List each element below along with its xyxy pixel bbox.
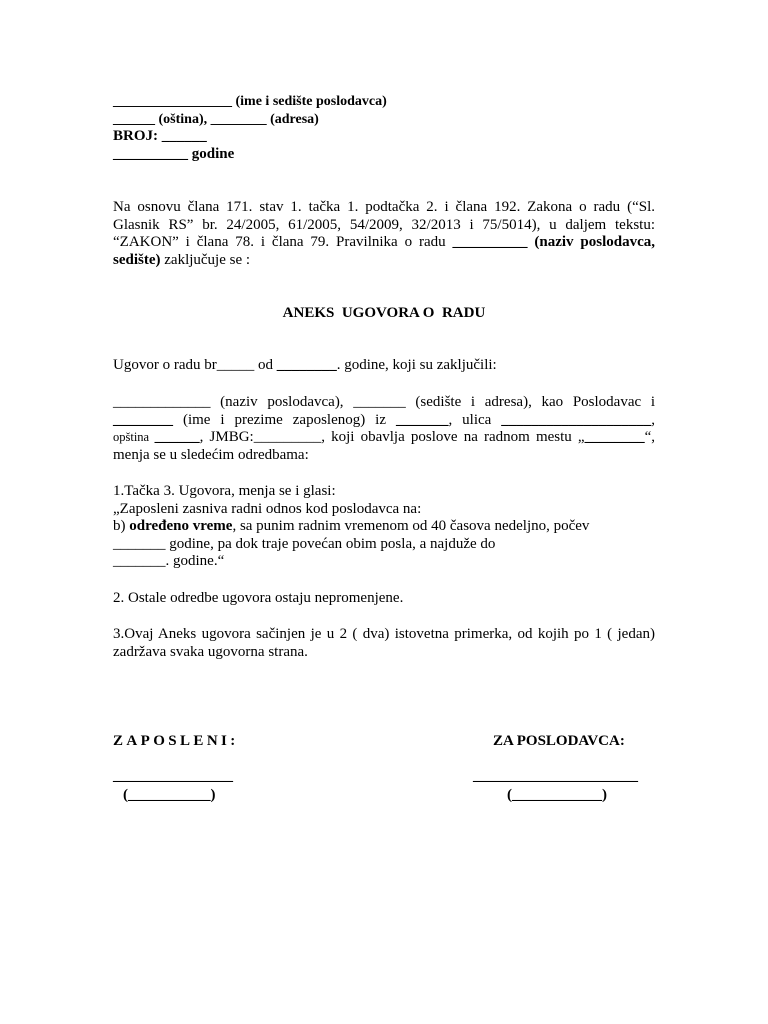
clause-1-item-marker: b): [113, 518, 130, 534]
employer-placeholder: __________ (naziv poslodavca,: [452, 234, 655, 250]
municipality-label: opština: [113, 430, 155, 444]
municipality-address-line: ______ (oština), ________ (adresa): [113, 111, 319, 127]
intro-line-1: Na osnovu člana 171. stav 1. tačka 1. podtačka 2. i člana 192. Zakona o radu (“Sl.: [113, 199, 655, 215]
seat-placeholder: sedište): [113, 251, 161, 268]
intro-conclude-text: zaključuje se :: [160, 251, 251, 268]
employer-signature-name: (____________): [507, 787, 607, 803]
clause-2-text: 2. Ostale odredbe ugovora ostaju nepromenjene.: [113, 590, 404, 606]
municipality-placeholder: ______: [154, 429, 200, 445]
amendment-clause-3: [113, 626, 655, 661]
parties-line-2-text: (ime i prezime zaposlenog) iz: [173, 411, 396, 428]
employee-name-placeholder: ________: [113, 411, 173, 428]
clause-1-line-2: „Zaposleni zasniva radni odnos kod poslodavca na:: [113, 500, 422, 517]
amendment-clause-1: [113, 483, 655, 571]
parties-line-3: [113, 429, 655, 447]
employee-signature-line: ________________: [113, 768, 233, 784]
comma: ,: [651, 411, 655, 428]
contract-ref-text: Ugovor o radu br_____ od: [113, 357, 277, 373]
employee-signature-name: (___________): [123, 787, 216, 803]
intro-line-3-text: “ZAKON” i člana 78. i člana 79. Pravilnika o radu: [113, 234, 453, 250]
employer-signature-label: ZA POSLODAVCA:: [493, 733, 625, 749]
parties-line-2: [113, 412, 655, 430]
document-number: BROJ: ______: [113, 128, 207, 144]
parties-line-4: menja se u sledećim odredbama:: [113, 446, 309, 463]
clause-1-line-4: _______ godine, pa dok traje povećan obim posla, a najduže do: [113, 535, 496, 552]
employer-signature-line: ______________________: [473, 768, 638, 784]
employee-signature-label: ZAPOSLENI:: [113, 733, 239, 749]
parties-paragraph: [113, 394, 655, 464]
intro-line-2: Glasnik RS” br. 24/2005, 61/2005, 54/2009, 32/2013 i 75/5014), u daljem tekstu:: [113, 216, 655, 233]
clause-3-line-2: zadržava svaka ugovorna strana.: [113, 643, 308, 660]
amendment-clause-2: [113, 590, 655, 608]
street-placeholder: ____________________: [501, 411, 652, 428]
clause-1-line-3-text: , sa punim radnim vremenom od 40 časova nedeljno, počev: [232, 518, 590, 534]
intro-line-3: [113, 234, 655, 252]
document-date: __________ godine: [113, 145, 235, 162]
position-placeholder: ________: [584, 429, 645, 445]
street-label: , ulica: [448, 411, 502, 428]
contract-ref-tail: . godine, koji su zaključili:: [336, 357, 497, 373]
document-header: [113, 93, 655, 163]
contract-reference-paragraph: [113, 357, 655, 375]
parties-line-1: _____________ (naziv poslodavca), _______ (sedište i adresa), kao Poslodavac i: [113, 394, 655, 410]
fixed-term-text: određeno vreme: [129, 518, 233, 534]
contract-reference-line: [113, 357, 655, 375]
legal-basis-paragraph: [113, 199, 655, 269]
parties-line-3-text: , JMBG:_________, koji obavlja poslove na radnom mestu „: [199, 429, 585, 445]
clause-3-line-1: 3.Ovaj Aneks ugovora sačinjen je u 2 ( dva) istovetna primerka, od kojih po 1 ( jedan): [113, 626, 655, 642]
clause-1-line-5: _______. godine.“: [113, 553, 225, 569]
employer-name-line: _________________ (ime i sedište poslodavca): [113, 94, 387, 109]
document-title: ANEKS UGOVORA O RADU: [282, 305, 486, 321]
intro-line-4: [113, 252, 655, 270]
clause-1-line-3: [113, 518, 655, 536]
employee-city-placeholder: _______: [395, 411, 449, 428]
clause-1-line-1: 1.Tačka 3. Ugovora, menja se i glasi:: [113, 483, 336, 499]
contract-date-placeholder: ________: [276, 357, 337, 373]
closing-quote: “,: [644, 429, 656, 445]
